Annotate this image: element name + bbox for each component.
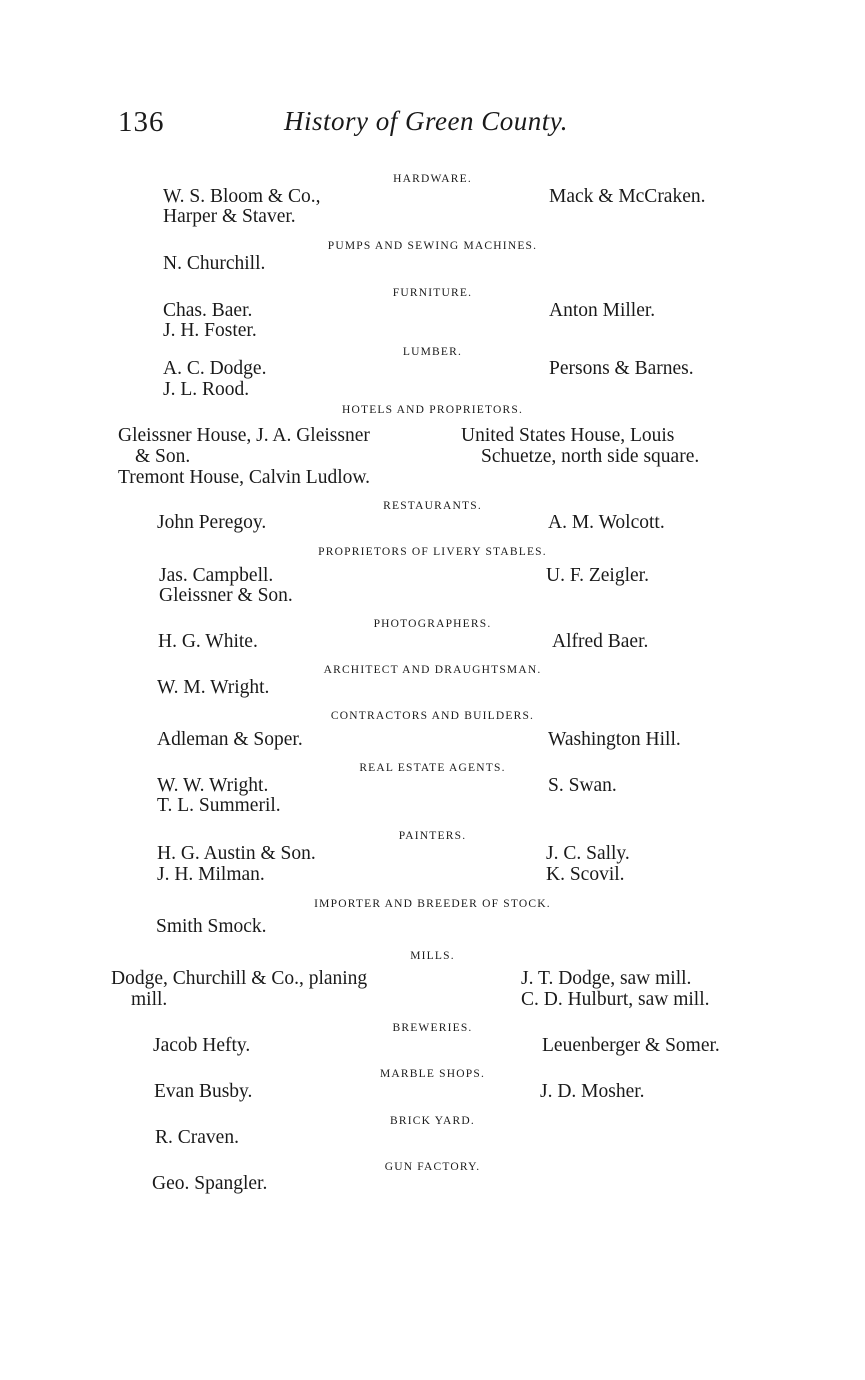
entry: Dodge, Churchill & Co., planing xyxy=(111,968,368,989)
entry: C. D. Hulburt, saw mill. xyxy=(521,989,710,1010)
entry: Leuenberger & Somer. xyxy=(542,1035,720,1056)
entry: U. F. Zeigler. xyxy=(546,565,649,586)
entry: Chas. Baer. xyxy=(163,300,253,321)
section-heading-mills: MILLS. xyxy=(410,950,455,962)
section-heading-hardware: HARDWARE. xyxy=(393,173,472,185)
entry: Gleissner House, J. A. Gleissner xyxy=(118,425,370,446)
section-heading-contractors: CONTRACTORS AND BUILDERS. xyxy=(330,710,535,722)
section-heading-marble: MARBLE SHOPS. xyxy=(379,1068,486,1080)
entry: H. G. Austin & Son. xyxy=(157,843,316,864)
page-number: 136 xyxy=(118,106,165,138)
entry: John Peregoy. xyxy=(157,512,267,533)
entry: Schuetze, north side square. xyxy=(481,446,700,467)
entry: W. S. Bloom & Co., xyxy=(163,186,321,207)
entry: & Son. xyxy=(135,446,191,467)
entry: J. H. Milman. xyxy=(157,864,265,885)
section-heading-gun: GUN FACTORY. xyxy=(384,1161,481,1173)
section-heading-stock: IMPORTER AND BREEDER OF STOCK. xyxy=(314,898,551,910)
entry: Washington Hill. xyxy=(548,729,681,750)
section-heading-furniture: FURNITURE. xyxy=(392,287,473,299)
entry: J. L. Rood. xyxy=(163,379,250,400)
entry: Geo. Spangler. xyxy=(152,1173,268,1194)
entry: Jas. Campbell. xyxy=(159,565,274,586)
entry: mill. xyxy=(131,989,168,1010)
entry: Adleman & Soper. xyxy=(157,729,303,750)
section-heading-painters: PAINTERS. xyxy=(398,830,467,842)
section-heading-pumps: PUMPS AND SEWING MACHINES. xyxy=(327,240,538,252)
entry: K. Scovil. xyxy=(546,864,625,885)
entry: H. G. White. xyxy=(158,631,258,652)
section-heading-real-estate: REAL ESTATE AGENTS. xyxy=(359,762,506,774)
entry: Smith Smock. xyxy=(156,916,267,937)
section-heading-livery: PROPRIETORS OF LIVERY STABLES. xyxy=(318,546,547,558)
section-heading-restaurants: RESTAURANTS. xyxy=(383,500,482,512)
entry: Evan Busby. xyxy=(154,1081,253,1102)
entry: Persons & Barnes. xyxy=(549,358,694,379)
section-heading-architect: ARCHITECT AND DRAUGHTSMAN. xyxy=(323,664,542,676)
entry: Alfred Baer. xyxy=(552,631,649,652)
section-heading-hotels: HOTELS AND PROPRIETORS. xyxy=(341,404,524,416)
entry: Tremont House, Calvin Ludlow. xyxy=(118,467,371,488)
entry: Gleissner & Son. xyxy=(159,585,293,606)
section-heading-breweries: BREWERIES. xyxy=(392,1022,473,1034)
entry: Jacob Hefty. xyxy=(153,1035,251,1056)
running-head: History of Green County. xyxy=(284,106,568,136)
entry: United States House, Louis xyxy=(461,425,675,446)
entry: Mack & McCraken. xyxy=(549,186,706,207)
entry: N. Churchill. xyxy=(163,253,266,274)
entry: J. C. Sally. xyxy=(546,843,630,864)
section-heading-photographers: PHOTOGRAPHERS. xyxy=(373,618,492,630)
entry: T. L. Summeril. xyxy=(157,795,281,816)
entry: J. T. Dodge, saw mill. xyxy=(521,968,692,989)
entry: Harper & Staver. xyxy=(163,206,296,227)
entry: W. W. Wright. xyxy=(157,775,269,796)
entry: A. C. Dodge. xyxy=(163,358,267,379)
entry: S. Swan. xyxy=(548,775,617,796)
section-heading-lumber: LUMBER. xyxy=(402,346,463,358)
entry: A. M. Wolcott. xyxy=(548,512,665,533)
entry: Anton Miller. xyxy=(549,300,656,321)
entry: J. H. Foster. xyxy=(163,320,257,341)
entry: W. M. Wright. xyxy=(157,677,270,698)
entry: R. Craven. xyxy=(155,1127,239,1148)
entry: J. D. Mosher. xyxy=(540,1081,645,1102)
section-heading-brick: BRICK YARD. xyxy=(390,1115,475,1127)
